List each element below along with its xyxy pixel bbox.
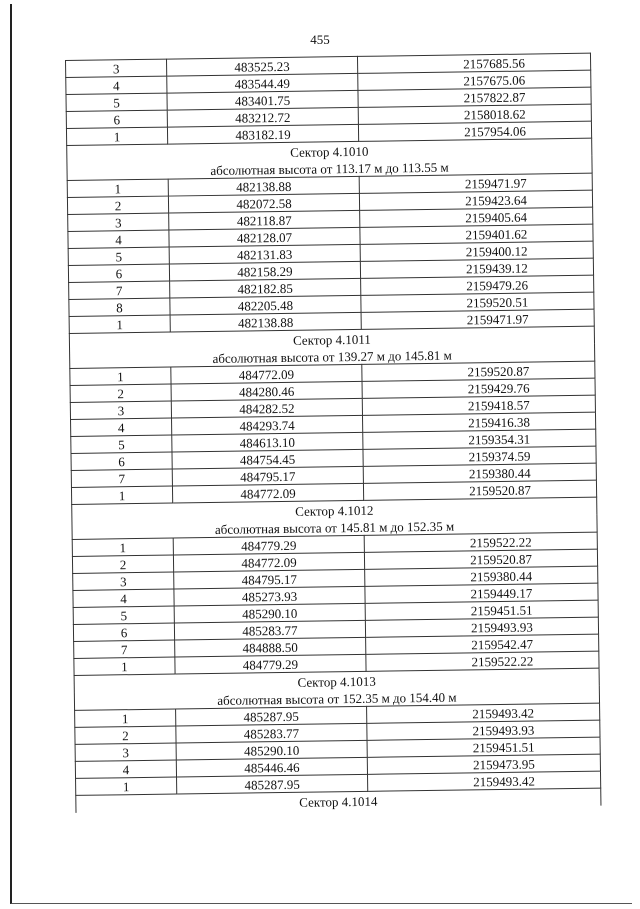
coordinate-x: 482205.48: [170, 295, 361, 315]
point-number: 1: [74, 657, 175, 675]
coordinate-y: 2159374.59: [363, 446, 596, 466]
point-number: 3: [73, 572, 174, 590]
coordinate-y: 2159493.42: [367, 703, 600, 723]
point-number: 1: [69, 315, 170, 333]
coordinate-x: 483401.75: [167, 90, 358, 110]
point-number: 7: [74, 640, 175, 658]
coordinate-x: 484772.09: [172, 483, 363, 503]
coordinates-table-wrapper: [65, 53, 601, 813]
coordinate-y: 2159354.31: [363, 429, 596, 449]
coordinate-y: 2159520.87: [363, 480, 596, 500]
point-number: 8: [69, 298, 170, 316]
point-number: 2: [72, 555, 173, 573]
coordinate-y: 2159520.87: [364, 549, 597, 569]
sector-altitude: абсолютная высота от 139.27 м до 145.81 м: [70, 344, 595, 369]
coordinate-x: 484613.10: [172, 432, 363, 452]
coordinate-x: 484772.09: [171, 364, 362, 384]
coordinate-x: 484754.45: [172, 449, 363, 469]
coordinate-x: 483182.19: [167, 124, 358, 144]
point-number: 1: [72, 538, 173, 556]
point-number: 1: [70, 367, 171, 385]
sector-altitude: абсолютная высота от 145.81 м до 152.35 м: [72, 515, 597, 540]
sector-title: Сектор 4.1013: [74, 668, 599, 693]
coordinate-x: 485273.93: [174, 586, 365, 606]
sector-title: Сектор 4.1011: [69, 326, 594, 351]
coordinate-x: 485287.95: [177, 774, 368, 794]
coordinate-y: 2159522.22: [366, 651, 599, 671]
point-number: 1: [75, 709, 176, 727]
point-number: 6: [68, 264, 169, 282]
coordinate-y: 2157822.87: [358, 87, 591, 107]
coordinate-x: 484293.74: [172, 415, 363, 435]
coordinate-y: 2159416.38: [362, 412, 595, 432]
coordinate-x: 485283.77: [174, 620, 365, 640]
coordinate-y: 2159380.44: [363, 463, 596, 483]
point-number: 1: [76, 777, 177, 795]
coordinate-y: 2159471.97: [361, 309, 594, 329]
coordinate-y: 2159542.47: [366, 634, 599, 654]
point-number: 4: [71, 418, 172, 436]
coordinate-x: 484888.50: [175, 637, 366, 657]
coordinate-x: 484795.17: [172, 466, 363, 486]
coordinate-y: 2159418.57: [362, 395, 595, 415]
coordinate-x: 485290.10: [176, 740, 367, 760]
coordinate-x: 483212.72: [167, 107, 358, 127]
point-number: 3: [66, 59, 167, 77]
point-number: 3: [70, 401, 171, 419]
coordinate-y: 2159449.17: [365, 583, 598, 603]
coordinate-y: 2157685.56: [357, 53, 590, 73]
point-number: 2: [70, 384, 171, 402]
coordinate-y: 2159400.12: [360, 241, 593, 261]
coordinate-x: 483525.23: [166, 56, 357, 76]
coordinate-y: 2159520.87: [362, 361, 595, 381]
coordinate-y: 2159380.44: [365, 566, 598, 586]
point-number: 1: [71, 486, 172, 504]
coordinate-x: 484795.17: [174, 569, 365, 589]
coordinate-x: 483544.49: [167, 73, 358, 93]
coordinate-x: 485287.95: [176, 706, 367, 726]
coordinate-x: 482138.88: [168, 176, 359, 196]
coordinate-x: 482131.83: [169, 244, 360, 264]
point-number: 4: [66, 76, 167, 94]
coordinate-x: 482118.87: [169, 210, 360, 230]
point-number: 6: [71, 452, 172, 470]
point-number: 5: [68, 247, 169, 265]
point-number: 5: [71, 435, 172, 453]
point-number: 7: [71, 469, 172, 487]
coordinate-x: 482182.85: [170, 278, 361, 298]
coordinate-y: 2159439.12: [360, 258, 593, 278]
coordinate-y: 2159471.97: [359, 173, 592, 193]
sector-altitude: абсолютная высота от 113.17 м до 113.55 м: [67, 156, 592, 181]
point-number: 4: [75, 760, 176, 778]
coordinate-y: 2159493.93: [367, 720, 600, 740]
coordinate-x: 482138.88: [170, 312, 361, 332]
coordinate-x: 485290.10: [174, 603, 365, 623]
point-number: 7: [69, 281, 170, 299]
coordinate-y: 2158018.62: [358, 104, 591, 124]
coordinate-x: 484282.52: [171, 398, 362, 418]
sector-title: Сектор 4.1014: [76, 788, 601, 813]
point-number: 4: [73, 589, 174, 607]
point-number: 1: [66, 127, 167, 145]
page-number: 455: [310, 32, 330, 47]
coordinate-y: 2159451.51: [365, 600, 598, 620]
coordinate-x: 485283.77: [176, 723, 367, 743]
point-number: 2: [67, 196, 168, 214]
point-number: 3: [68, 213, 169, 231]
coordinate-y: 2157954.06: [358, 121, 591, 141]
point-number: 6: [73, 623, 174, 641]
coordinate-x: 484779.29: [175, 654, 366, 674]
coordinate-y: 2159522.22: [364, 532, 597, 552]
coordinates-table: [65, 53, 601, 813]
coordinate-y: 2159493.93: [365, 617, 598, 637]
coordinate-y: 2159401.62: [360, 224, 593, 244]
point-number: 2: [75, 726, 176, 744]
coordinate-y: 2159405.64: [360, 207, 593, 227]
coordinate-x: 482128.07: [169, 227, 360, 247]
coordinate-x: 482158.29: [169, 261, 360, 281]
coordinates-table-body: [66, 53, 601, 813]
point-number: 5: [66, 93, 167, 111]
coordinate-y: 2159423.64: [359, 190, 592, 210]
sector-title: Сектор 4.1010: [67, 138, 592, 163]
point-number: 3: [75, 743, 176, 761]
coordinate-y: 2159473.95: [367, 754, 600, 774]
point-number: 4: [68, 230, 169, 248]
coordinate-x: 484280.46: [171, 381, 362, 401]
point-number: 1: [67, 179, 168, 197]
coordinate-x: 485446.46: [176, 757, 367, 777]
point-number: 6: [66, 110, 167, 128]
coordinate-y: 2159493.42: [368, 771, 601, 791]
coordinate-y: 2159479.26: [361, 275, 594, 295]
coordinate-y: 2159429.76: [362, 378, 595, 398]
sector-altitude: абсолютная высота от 152.35 м до 154.40 м: [74, 686, 599, 711]
coordinate-x: 484772.09: [173, 552, 364, 572]
point-number: 5: [73, 606, 174, 624]
coordinate-x: 484779.29: [173, 535, 364, 555]
coordinate-y: 2159451.51: [367, 737, 600, 757]
coordinate-y: 2157675.06: [358, 70, 591, 90]
coordinate-y: 2159520.51: [361, 292, 594, 312]
sector-title: Сектор 4.1012: [72, 497, 597, 522]
coordinate-x: 482072.58: [168, 193, 359, 213]
